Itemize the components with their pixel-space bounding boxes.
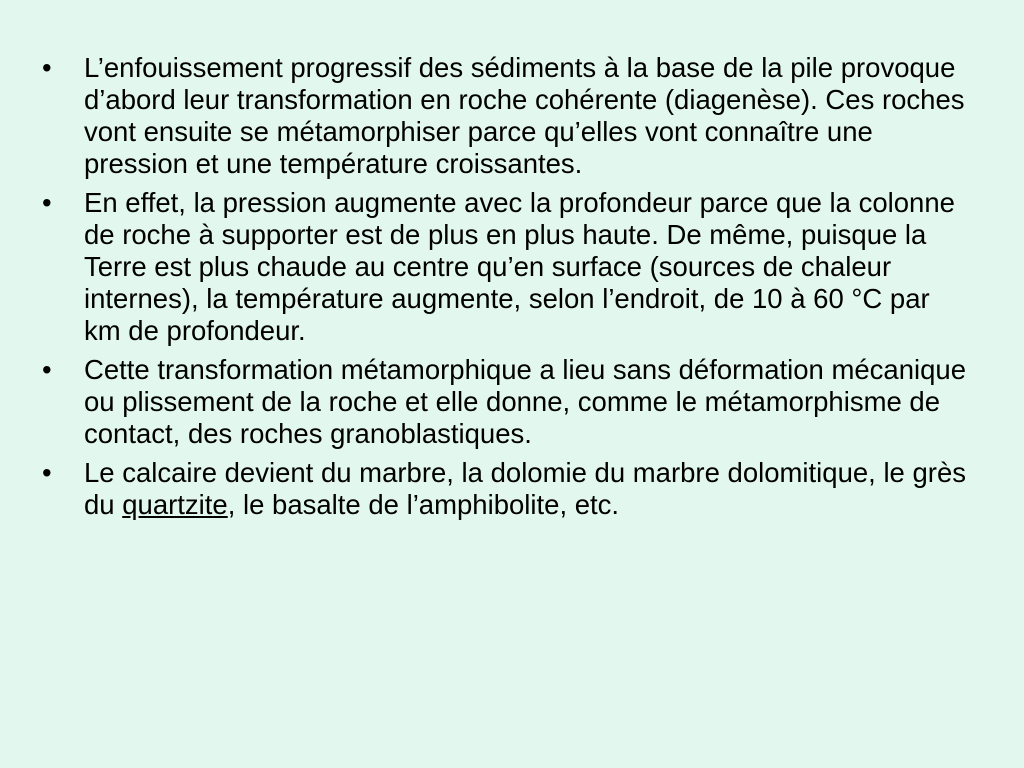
bullet-text: Cette transformation métamorphique a lieu sans déformation mécanique ou plissement de la roche et elle donne, comme le métamorphisme de contact, des roches granoblastiques.	[84, 354, 967, 449]
bullet-point-icon: •	[42, 457, 52, 488]
bullet-list	[42, 52, 972, 528]
quartzite-link[interactable]: quartzite	[122, 489, 228, 520]
bullet-item	[42, 187, 972, 347]
bullet-text-before-link: Le calcaire devient du marbre, la dolomie du marbre dolomitique, le grès du	[84, 457, 966, 520]
bullet-item	[42, 52, 972, 180]
bullet-point-icon: •	[42, 52, 52, 83]
bullet-text-after-link: , le basalte de l’amphibolite, etc.	[227, 489, 620, 520]
bullet-item	[42, 457, 972, 521]
bullet-item	[42, 354, 972, 450]
bullet-point-icon: •	[42, 187, 52, 218]
bullet-text: En effet, la pression augmente avec la profondeur parce que la colonne de roche à supporter est de plus en plus haute. De même, puisque la Terre est plus chaude au centre qu’en surface (sources de chaleur internes), la température augmente, selon l’endroit, de 10 à 60 °C par km de profondeur.	[84, 187, 955, 346]
bullet-text: L’enfouissement progressif des sédiments à la base de la pile provoque d’abord leur transformation en roche cohérente (diagenèse). Ces roches vont ensuite se métamorphiser parce qu’elles vont connaître une pression et une température croissantes.	[84, 52, 965, 179]
bullet-point-icon: •	[42, 354, 52, 385]
